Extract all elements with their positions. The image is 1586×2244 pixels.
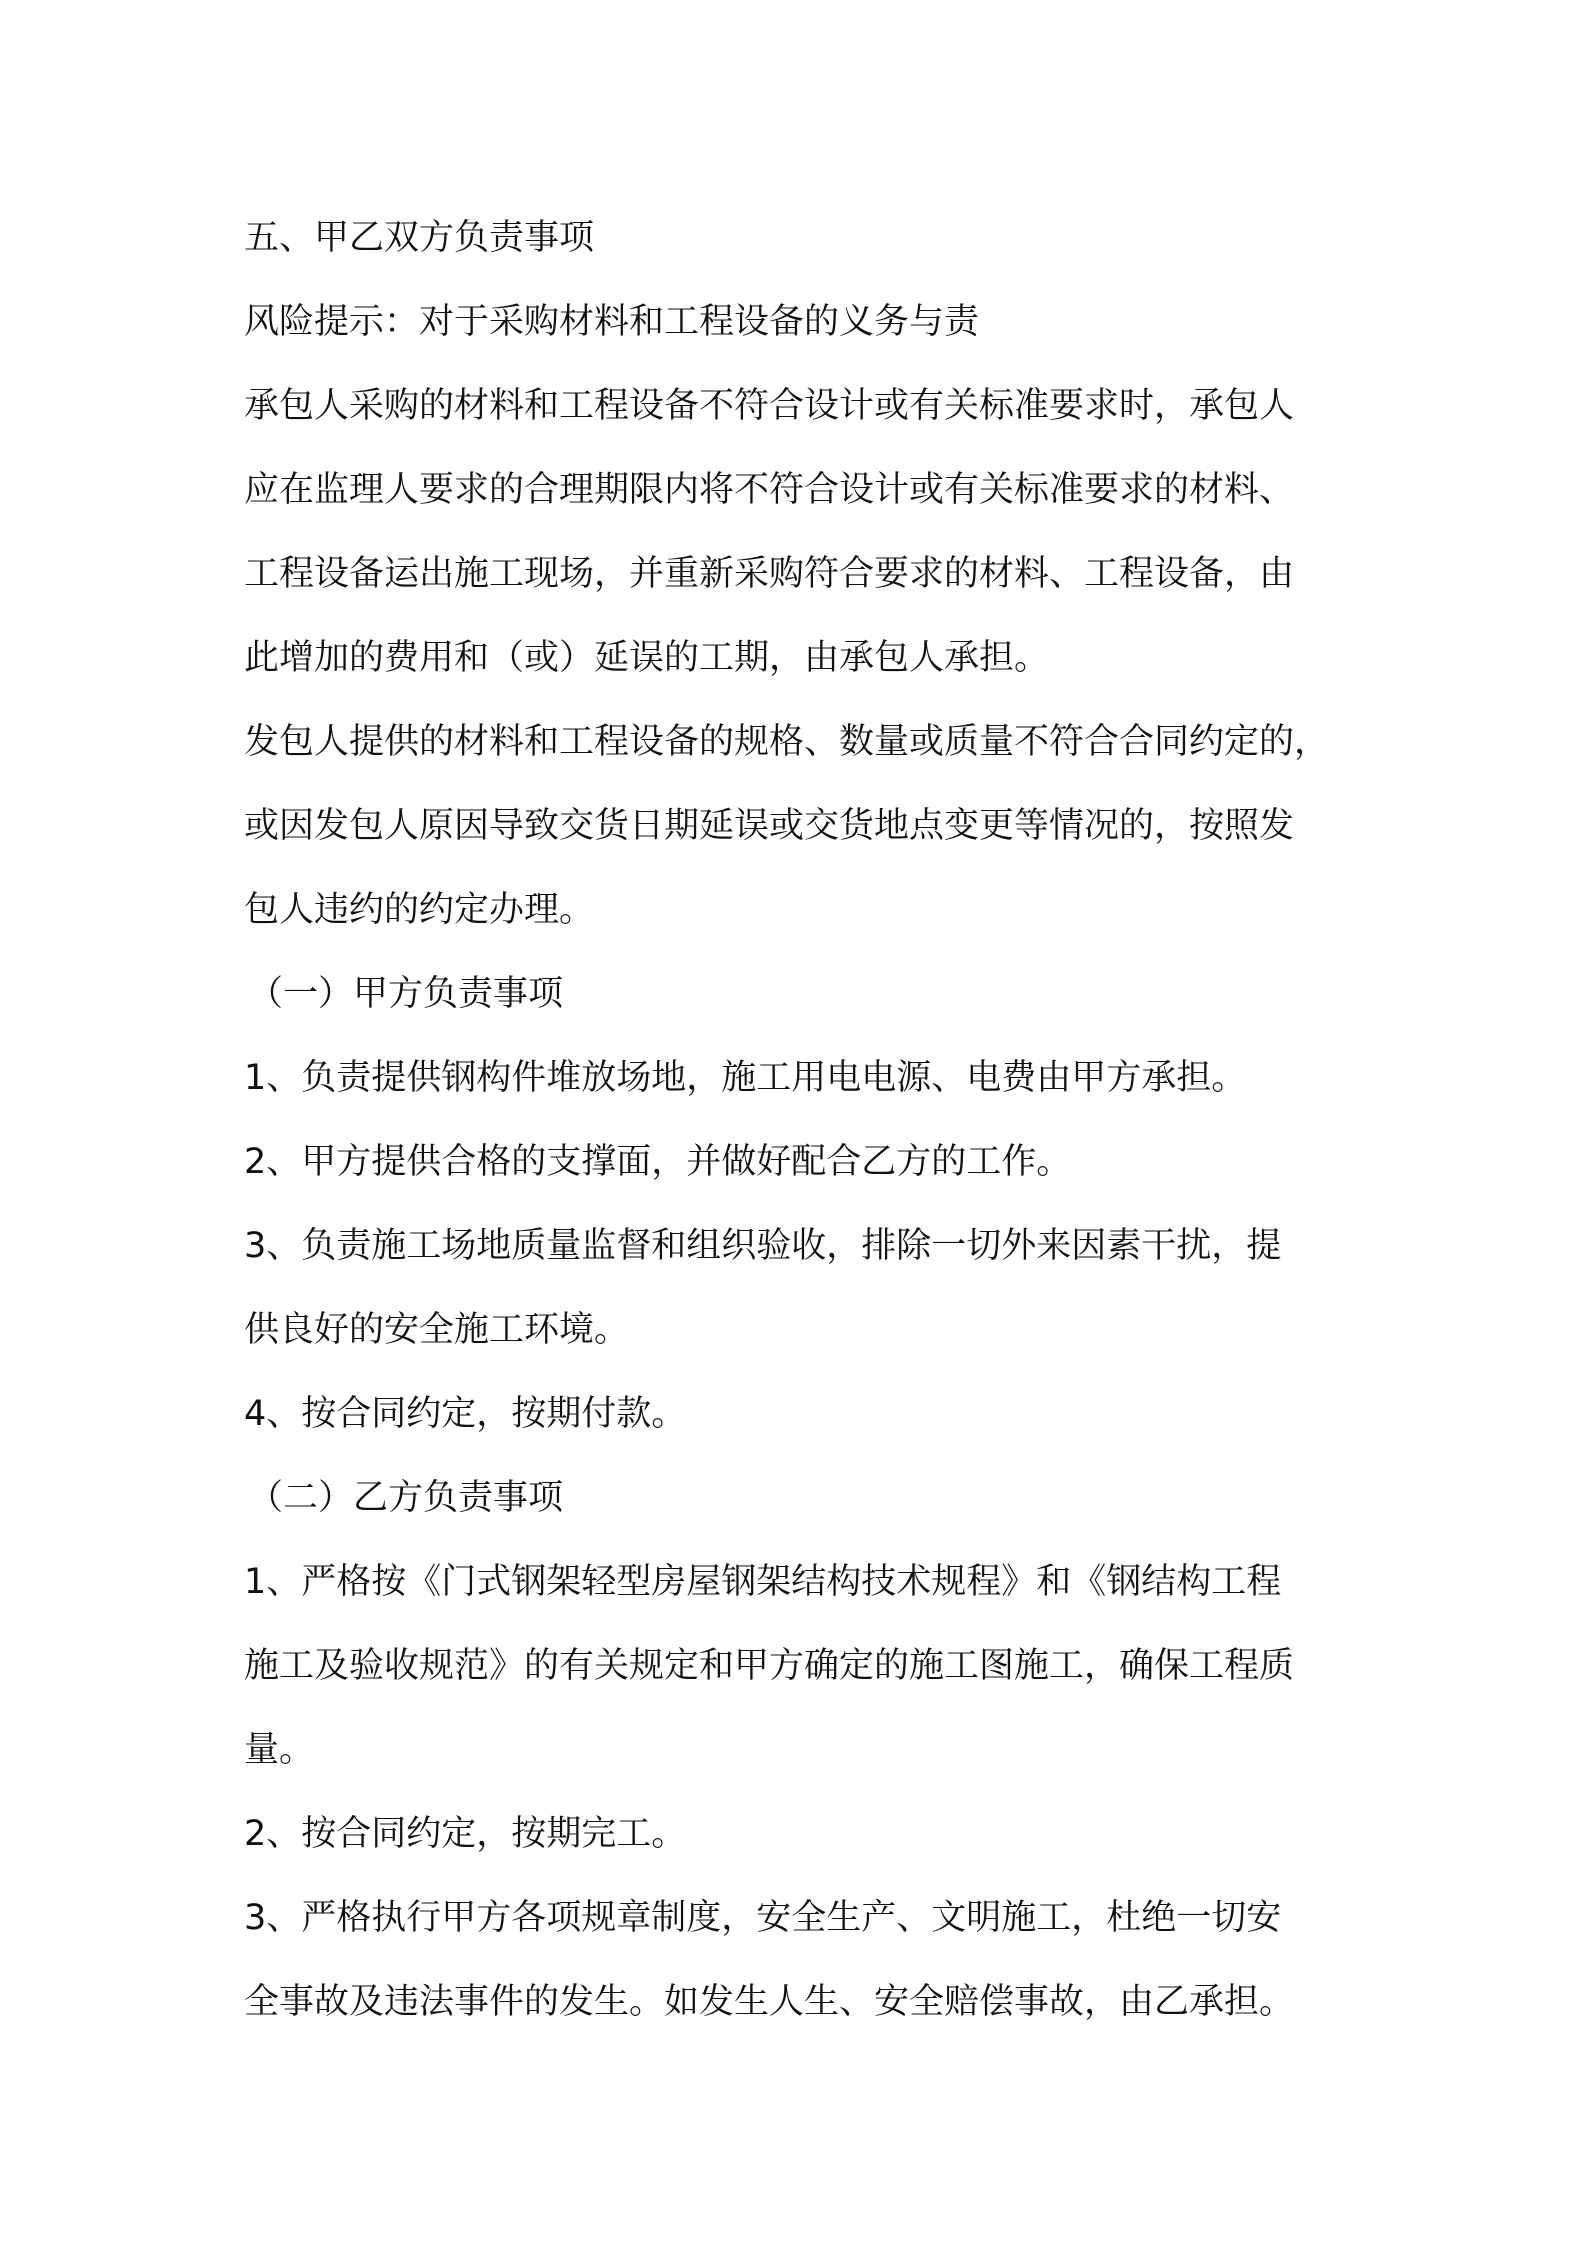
paragraph-line: 或因发包人原因导致交货日期延误或交货地点变更等情况的，按照发 (244, 806, 1295, 846)
paragraph-line: 包人违约的约定办理。 (244, 890, 595, 930)
paragraph-line: 应在监理人要求的合理期限内将不符合设计或有关标准要求的材料、 (244, 470, 1295, 510)
section-title: 五、甲乙双方负责事项 (244, 218, 595, 258)
list-item-continuation: 施工及验收规范》的有关规定和甲方确定的施工图施工，确保工程质 (244, 1646, 1295, 1686)
list-item: 1、严格按《门式钢架轻型房屋钢架结构技术规程》和《钢结构工程 (244, 1562, 1282, 1602)
risk-notice-heading: 风险提示：对于采购材料和工程设备的义务与责 (244, 302, 980, 342)
list-item: 2、按合同约定，按期完工。 (244, 1814, 687, 1854)
list-item: 4、按合同约定，按期付款。 (244, 1394, 687, 1434)
list-item: 3、负责施工场地质量监督和组织验收，排除一切外来因素干扰，提 (244, 1226, 1282, 1266)
paragraph-line: 此增加的费用和（或）延误的工期，由承包人承担。 (244, 638, 1050, 678)
document-body (244, 196, 1374, 2044)
list-item: 1、负责提供钢构件堆放场地，施工用电电源、电费由甲方承担。 (244, 1058, 1247, 1098)
paragraph-line: 承包人采购的材料和工程设备不符合设计或有关标准要求时，承包人 (244, 386, 1295, 426)
subsection-title-party-a: （一）甲方负责事项 (248, 974, 564, 1014)
list-item: 2、甲方提供合格的支撑面，并做好配合乙方的工作。 (244, 1142, 1072, 1182)
list-item: 3、严格执行甲方各项规章制度，安全生产、文明施工，杜绝一切安 (244, 1898, 1282, 1938)
list-item-continuation: 供良好的安全施工环境。 (244, 1310, 630, 1350)
list-item-continuation: 量。 (244, 1730, 315, 1770)
paragraph-line: 工程设备运出施工现场，并重新采购符合要求的材料、工程设备，由 (244, 554, 1295, 594)
list-item-continuation: 全事故及违法事件的发生。如发生人生、安全赔偿事故，由乙承担。 (244, 1982, 1295, 2022)
paragraph-line: 发包人提供的材料和工程设备的规格、数量或质量不符合合同约定的， (244, 722, 1330, 762)
subsection-title-party-b: （二）乙方负责事项 (248, 1478, 564, 1518)
